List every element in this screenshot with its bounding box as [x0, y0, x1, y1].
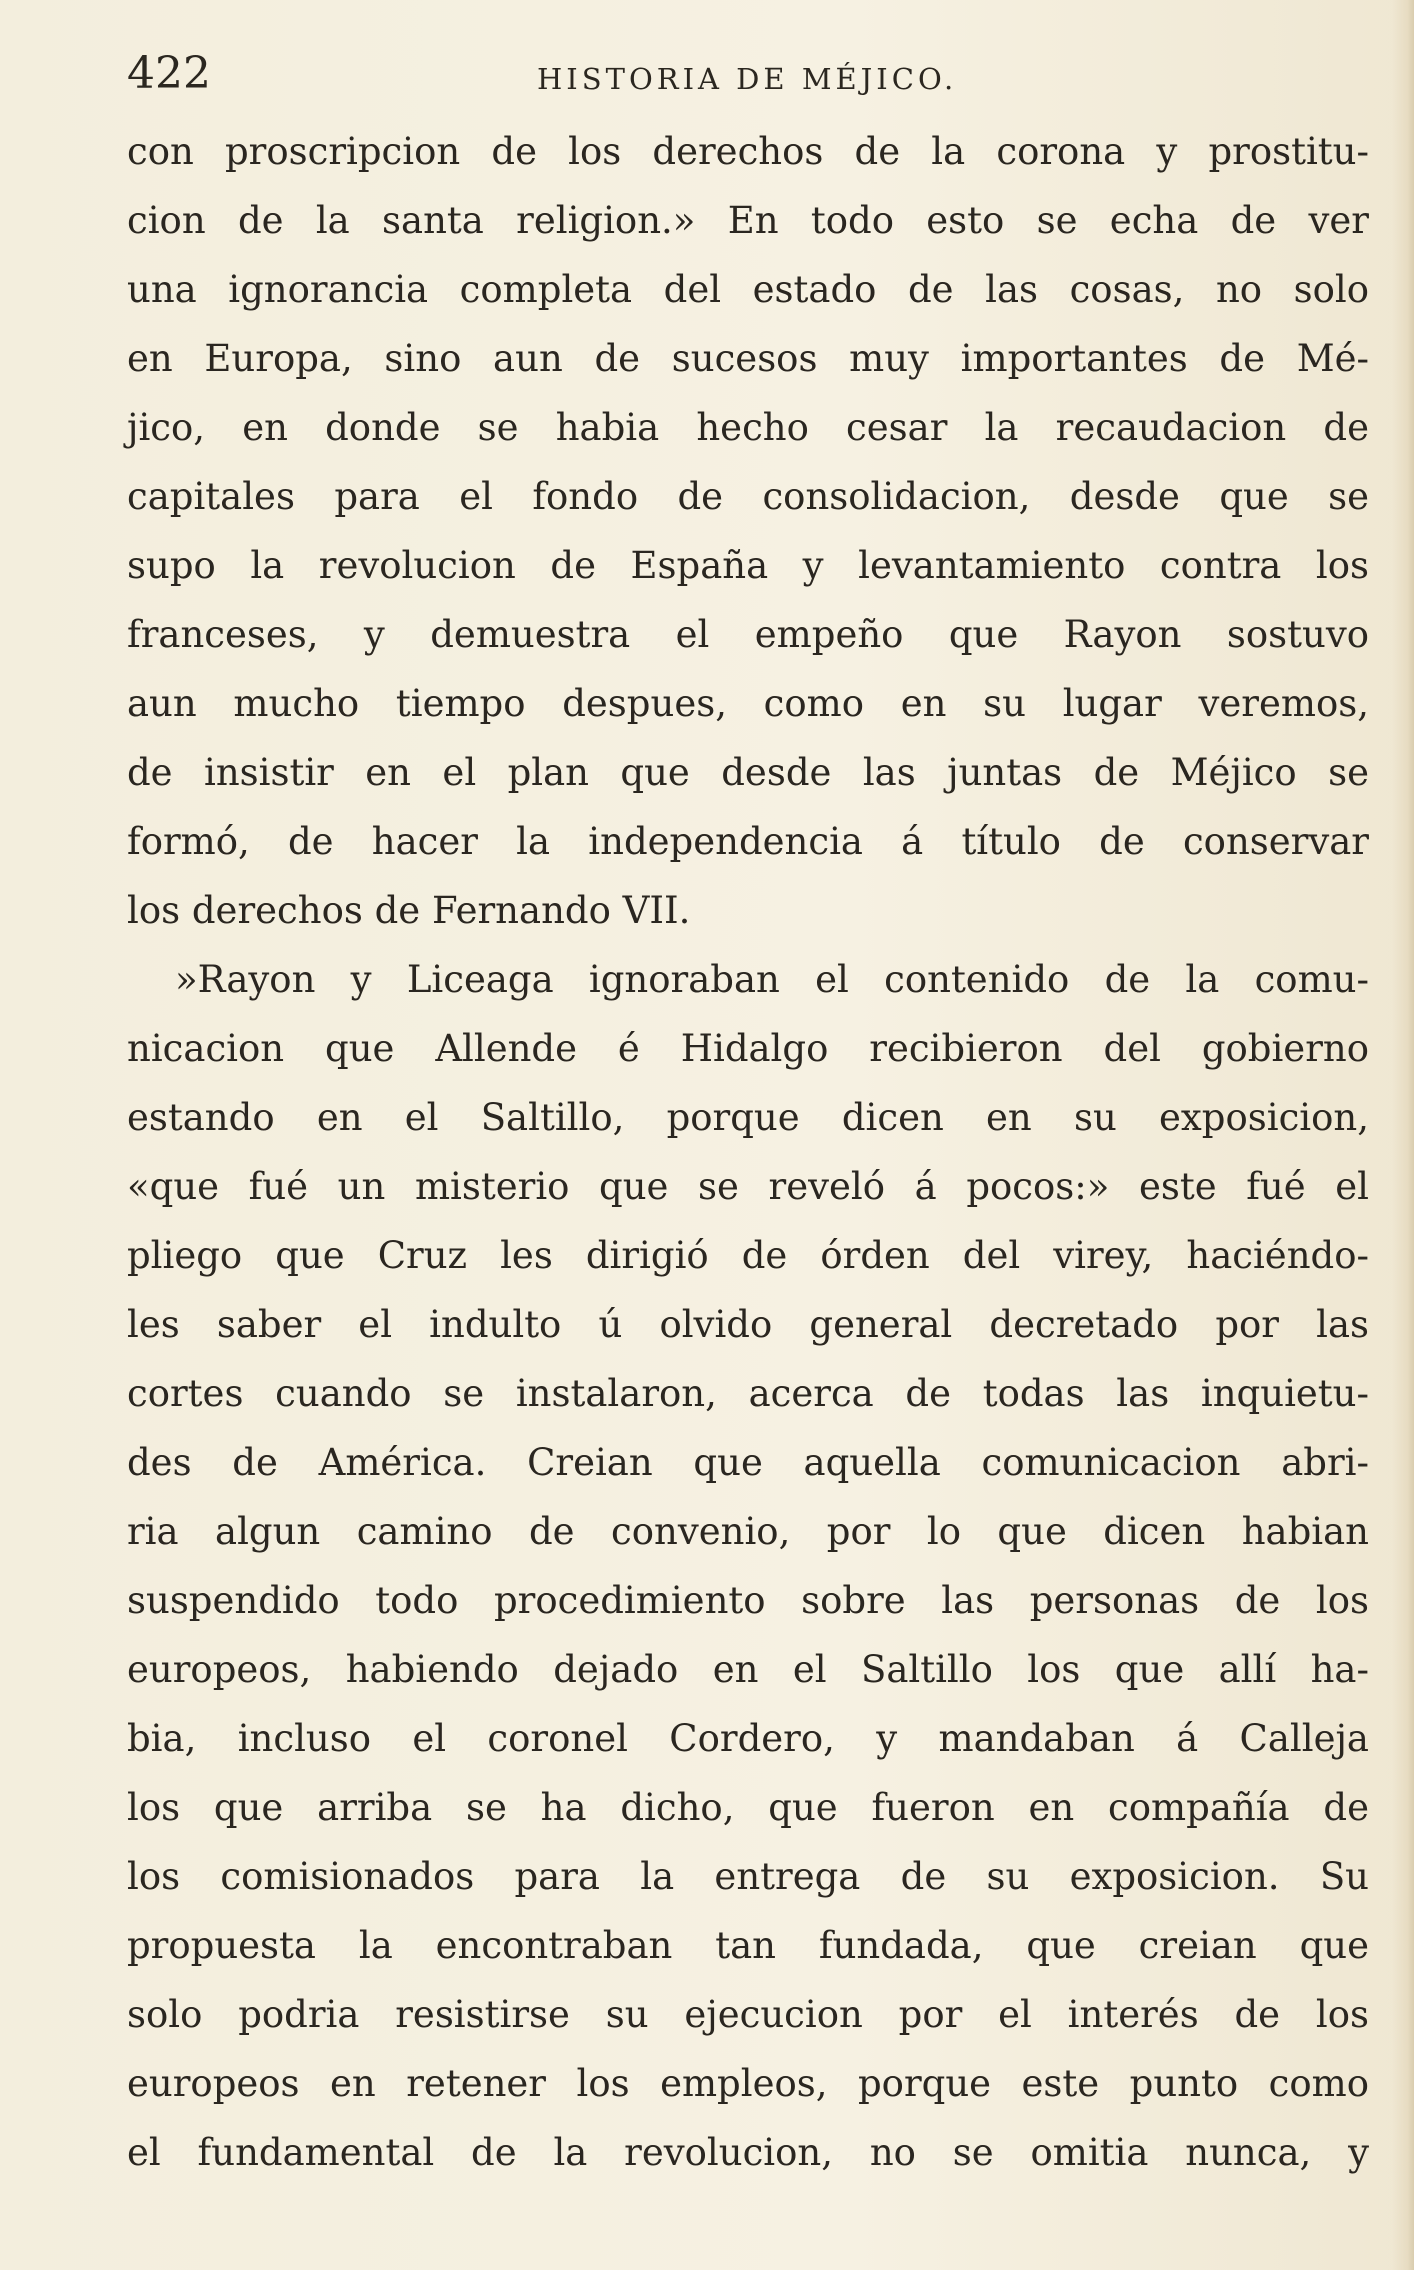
- page-header: [127, 40, 1367, 110]
- running-head: HISTORIA DE MÉJICO.: [537, 62, 958, 96]
- text-line: pliego que Cruz les dirigió de órden del virey, haciéndo-: [127, 1234, 1369, 1277]
- text-line: bia, incluso el coronel Cordero, y mandaban á Calleja: [127, 1717, 1369, 1760]
- text-line: europeos en retener los empleos, porque este punto como: [127, 2062, 1369, 2105]
- text-line: nicacion que Allende é Hidalgo recibieron del gobierno: [127, 1027, 1369, 1070]
- text-line: los comisionados para la entrega de su exposicion. Su: [127, 1855, 1369, 1898]
- text-line: con proscripcion de los derechos de la corona y prostitu-: [127, 130, 1369, 173]
- text-line: estando en el Saltillo, porque dicen en su exposicion,: [127, 1096, 1369, 1139]
- text-line: los derechos de Fernando VII.: [127, 889, 691, 932]
- text-line: de insistir en el plan que desde las juntas de Méjico se: [127, 751, 1369, 794]
- text-line: capitales para el fondo de consolidacion, desde que se: [127, 475, 1369, 518]
- text-line: franceses, y demuestra el empeño que Rayon sostuvo: [127, 613, 1369, 656]
- text-line: des de América. Creian que aquella comunicacion abri-: [127, 1441, 1369, 1484]
- text-line: en Europa, sino aun de sucesos muy importantes de Mé-: [127, 337, 1369, 380]
- text-line: ria algun camino de convenio, por lo que dicen habian: [127, 1510, 1369, 1553]
- text-line: cortes cuando se instalaron, acerca de todas las inquietu-: [127, 1372, 1369, 1415]
- text-line: suspendido todo procedimiento sobre las personas de los: [127, 1579, 1369, 1622]
- text-line: les saber el indulto ú olvido general decretado por las: [127, 1303, 1369, 1346]
- page-number: 422: [127, 48, 211, 99]
- text-line: los que arriba se ha dicho, que fueron en compañía de: [127, 1786, 1369, 1829]
- text-line: jico, en donde se habia hecho cesar la recaudacion de: [127, 406, 1369, 449]
- text-line: cion de la santa religion.» En todo esto se echa de ver: [127, 199, 1369, 242]
- body-text: [127, 117, 1369, 2187]
- text-line: aun mucho tiempo despues, como en su lugar veremos,: [127, 682, 1369, 725]
- page-edge-shadow: [1392, 0, 1414, 2270]
- text-line: una ignorancia completa del estado de las cosas, no solo: [127, 268, 1369, 311]
- text-line: el fundamental de la revolucion, no se omitia nunca, y: [127, 2131, 1369, 2174]
- text-line: supo la revolucion de España y levantamiento contra los: [127, 544, 1369, 587]
- text-line: formó, de hacer la independencia á título de conservar: [127, 820, 1369, 863]
- text-line: «que fué un misterio que se reveló á pocos:» este fué el: [127, 1165, 1369, 1208]
- text-line: europeos, habiendo dejado en el Saltillo los que allí ha-: [127, 1648, 1369, 1691]
- text-line: propuesta la encontraban tan fundada, que creian que: [127, 1924, 1369, 1967]
- text-line: solo podria resistirse su ejecucion por el interés de los: [127, 1993, 1369, 2036]
- text-line: »Rayon y Liceaga ignoraban el contenido de la comu-: [175, 958, 1369, 1001]
